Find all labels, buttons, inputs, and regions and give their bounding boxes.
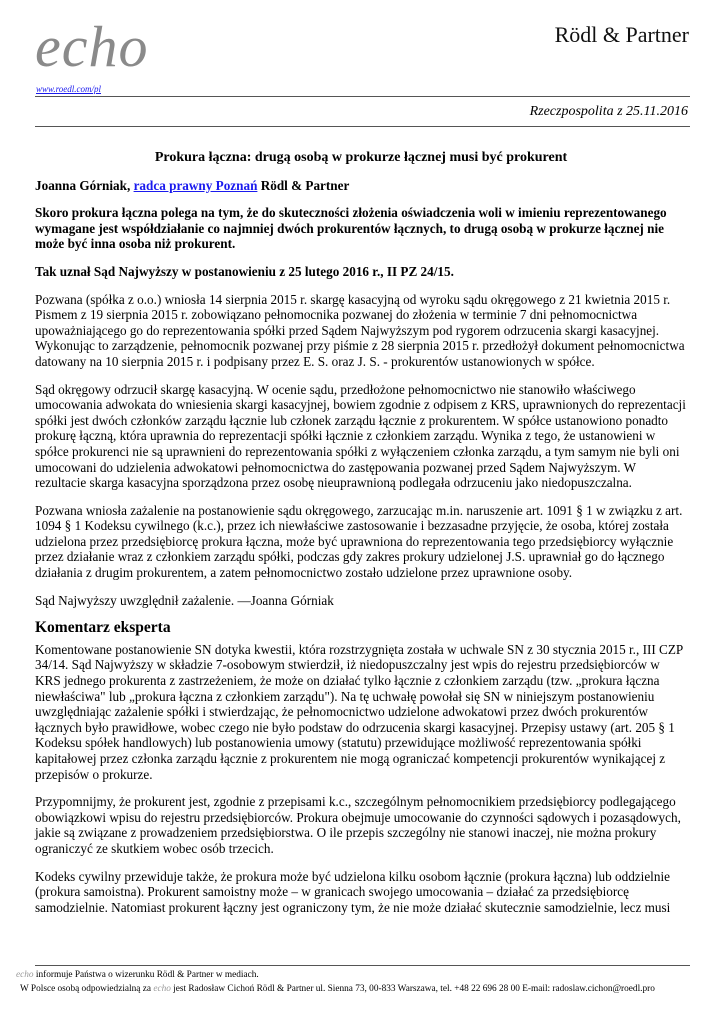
paragraph: Sąd Najwyższy uwzględnił zażalenie. —Joanna Górniak <box>35 592 334 608</box>
section-heading: Komentarz eksperta <box>35 619 171 637</box>
footer-text: informuje Państwa o wizerunku Rödl & Partner w mediach. <box>33 970 259 980</box>
footer-line-1 <box>16 968 709 982</box>
footer-text: W Polsce osobą odpowiedzialną za <box>20 984 154 994</box>
website-link[interactable]: www.roedl.com/pl <box>36 84 101 94</box>
author-name: Joanna Górniak, <box>35 177 134 193</box>
footer-echo-mark: echo <box>16 970 34 980</box>
article-byline <box>35 178 687 194</box>
footer-line-2 <box>16 982 709 996</box>
paragraph: Komentowane postanowienie SN dotyka kwestii, która rozstrzygnięta została w uchwale SN z 30 stycznia 2015 r., III CZP 34/14. Sąd Najwyższy w składzie 7-osobowym stwierdził, iż niedopuszczalny jest wpis do rejestru przedsiębiorców w KRS jednego prokurenta z zastrzeżeniem, że może on działać tylko łącznie z członkiem zarządu (tzw. „prokura łączna niewłaściwa" lub „prokura łączna z członkiem zarządu"). Na tę uchwałę powołał się SN w niniejszym postanowieniu uwzględniając zażalenie spółki i stwierdzając, że pełnomocnictwo udzielone adwokatowi przez dwóch prokurentów łącznych było prawidłowe, wobec czego nie było podstaw do odrzucenia skargi kasacyjnej. Przepisy ustawy (art. 205 § 1 Kodeksu spółek handlowych) lub postanowienia umowy (statutu) przewidujące możliwość reprezentowania spółki kapitałowej przez członka zarządu łącznie z prokurentem nie mogą ograniczać kompetencji prokurentów wynikającej z przepisów o prokurze. <box>35 641 683 782</box>
author-title-link[interactable]: radca prawny Poznań <box>133 177 258 193</box>
paragraph: Przypomnijmy, że prokurent jest, zgodnie z przepisami k.c., szczególnym pełnomocnikiem przedsiębiorcy podlegającego obowiązkowi wpisu do rejestru przedsiębiorców. Prokura obejmuje umocowanie do czynności sądowych i pozasądowych, jakie są związane z prowadzeniem przedsiębiorstwa. O ile przepis szczególny nie stanowi inaczej, nie można prokury ograniczyć ze skutkiem wobec osób trzecich. <box>35 794 681 856</box>
brand-name: Rödl & Partner <box>554 22 689 47</box>
paragraph: Pozwana wniosła zażalenie na postanowienie sądu okręgowego, zarzucając m.in. naruszenie art. 1091 § 1 w związku z art. 1094 § 1 Kodeksu cywilnego (k.c.), przez ich niewłaściwe zastosowanie i bezzasadne przyjęcie, że osoba, której została udzielona przez przedsiębiorcę prokura łączna, może być uprawniona do reprezentowania tego przedsiębiorcy wyłącznie przez działanie wraz z członkiem zarządu spółki, podczas gdy zakres prokury udzielonej J.S. uprawniał go do łącznego działania z drugim prokurentem, a zatem pełnomocnictwo zostało udzielone przez uprawnione osoby. <box>35 502 683 581</box>
publication-dateline: Rzeczpospolita z 25.11.2016 <box>529 104 688 119</box>
article-title: Prokura łączna: drugą osobą w prokurze łącznej musi być prokurent <box>154 150 568 165</box>
paragraph: Kodeks cywilny przewiduje także, że prokura może być udzielona kilku osobom łącznie (prokura łączna) lub oddzielnie (prokura samoistna). Prokurent samoistny może – w granicach swojego umocowania – działać za przedsiębiorcę samodzielnie. Natomiast prokurent łączny jest ograniczony tym, że nie może działać skutecznie samodzielnie, lecz musi <box>35 868 671 915</box>
footer-contact: jest Radosław Cichoń Rödl & Partner ul. Sienna 73, 00-833 Warszawa, tel. +48 22 696 28 00 E-mail: radoslaw.cichon@roedl.pro <box>170 984 655 994</box>
paragraph: Sąd okręgowy odrzucił skargę kasacyjną. W ocenie sądu, przedłożone pełnomocnictwo nie stanowiło właściwego umocowania adwokata do wniesienia skargi kasacyjnej, bowiem zgodnie z odpisem z KRS, uprawnionych do reprezentacji spółki jest dwóch członków zarządu łącznie lub członek zarządu łącznie z prokurentem. W spółce ustanowiono ponadto prokurę łączną, która uprawnia do reprezentacji spółki łącznie z członkiem zarządu. Wynika z tego, że ustanowieni w spółce prokurenci nie są uprawnieni do reprezentowania spółki z wyłączeniem członka zarządu, a tym samym nie byli oni umocowani do udzielenia adwokatowi pełnomocnictwa do zastępowania pozwanej przed Sądem Najwyższym. W rezultacie skarga kasacyjna sporządzona przez osobę nieuprawnioną podlegała odrzuceniu jako niedopuszczalna. <box>35 381 686 491</box>
author-company: Rödl & Partner <box>257 177 350 193</box>
article-lead-ruling: Tak uznał Sąd Najwyższy w postanowieniu z 25 lutego 2016 r., II PZ 24/15. <box>35 263 454 279</box>
footer-divider <box>35 965 690 966</box>
article-lead: Skoro prokura łączna polega na tym, że do skuteczności złożenia oświadczenia woli w imieniu reprezentowanego wymagane jest współdziałanie co najmniej dwóch prokurentów łącznych, to drugą osobą w prokurze łącznej nie może być inna osoba niż prokurent. <box>35 205 667 252</box>
header-divider <box>35 96 690 97</box>
footer-echo-mark: echo <box>153 984 171 994</box>
paragraph: Pozwana (spółka z o.o.) wniosła 14 sierpnia 2015 r. skargę kasacyjną od wyroku sądu okręgowego z 21 kwietnia 2015 r. Pismem z 19 sierpnia 2015 r. zobowiązano pełnomocnika pozwanej do złożenia w terminie 7 dni pełnomocnictwa upoważniającego go do reprezentowania spółki przed Sądem Najwyższym pod rygorem odrzucenia skargi kasacyjnej. Wykonując to zarządzenie, pełnomocnik pozwanej przy piśmie z 28 sierpnia 2015 r. przedłożył dokument pełnomocnictwa datowany na 10 sierpnia 2015 r. i podpisany przez E. S. oraz J. S. - prokurentów ustanowionych w spółce. <box>35 291 685 369</box>
article-body <box>35 150 687 927</box>
header-divider-bottom <box>35 126 690 127</box>
page-footer <box>16 968 709 996</box>
echo-logo: echo <box>35 14 149 79</box>
